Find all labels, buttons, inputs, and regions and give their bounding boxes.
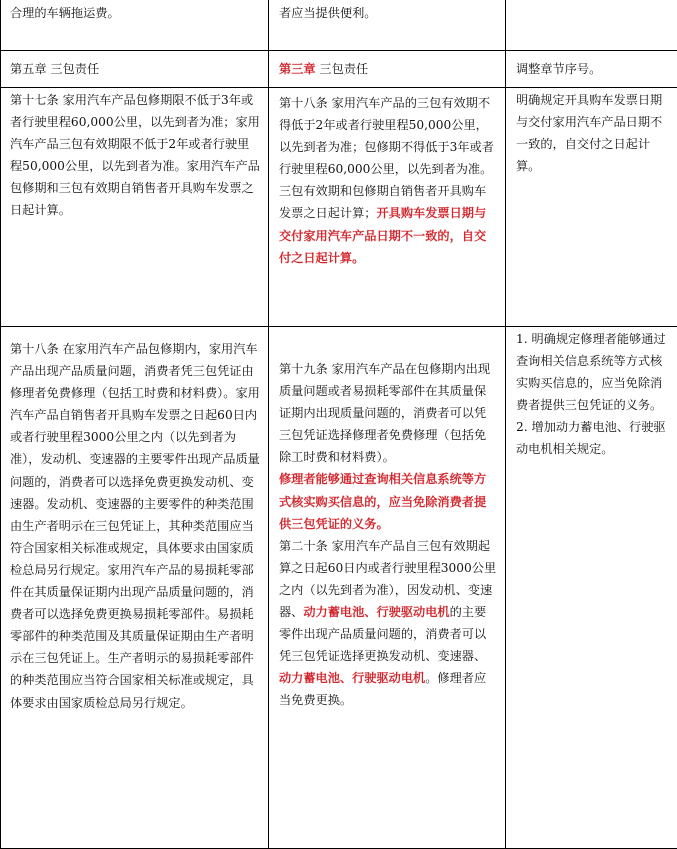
cell-top-revised [269, 0, 506, 51]
cell-article17-note [506, 88, 677, 327]
chapter-original-text: 第五章 三包责任 [10, 58, 260, 80]
cell-top-note [506, 0, 677, 51]
article20-revised-highlight-b: 动力蓄电池、行驶驱动电机 [279, 671, 425, 685]
article17-note-text: 明确规定开具购车发票日期与交付家用汽车产品日期不一致的，自交付之日起计算。 [516, 89, 669, 177]
cell-article18-note [506, 327, 677, 849]
cell-chapter-revised [269, 51, 506, 88]
article18-note-item-1: 1. 明确规定修理者能够通过查询相关信息系统等方式核实购买信息的，应当免除消费者提供三包凭证的义务。 [516, 328, 669, 416]
table-row-article17 [1, 88, 677, 327]
cell-chapter-note [506, 51, 677, 88]
article20-revised-part-a: 第二十条 家用汽车产品自三包有效期起算之日起60日内或者行驶里程3000公里之内（以先到者为准），因发动机、变速器、 [279, 539, 496, 619]
article19-revised-highlight: 修理者能够通过查询相关信息系统等方式核实购买信息的，应当免除消费者提供三包凭证的义务。 [279, 468, 497, 534]
article20-revised-part-c: 。修理者应当免费更换。 [279, 671, 486, 707]
article20-revised-text [279, 535, 497, 712]
table-row-article18 [1, 327, 677, 849]
cell-article17-original [1, 88, 269, 327]
cell-article18-revised [269, 327, 506, 849]
article17-revised-highlight: 开具购车发票日期与交付家用汽车产品日期不一致的，自交付之日起计算。 [279, 206, 486, 264]
article18-revised-block [279, 328, 497, 712]
article18-original-text: 第十八条 在家用汽车产品包修期内，家用汽车产品出现产品质量问题，消费者凭三包凭证由修理者免费修理（包括工时费和材料费）。家用汽车产品自销售者开具购车发票之日起60日内或者行驶里程3000公里之内（以先到者为准），发动机、变速器的主要零件出现产品质量问题的，消费者可以选择免费更换发动机、变速器。发动机、变速器的主要零件的种类范围由生产者明示在三包凭证上，其种类范围应当符合国家相关标准或规定，具体要求由国家质检总局另行规定。家用汽车产品的易损耗零部件在其质量保证期内出现产品质量问题的，消费者可以选择免费更换易损耗零部件。易损耗零部件的种类范围及其质量保证期由生产者明示在三包凭证上。生产者明示的易损耗零部件的种类范围应当符合国家相关标准或规定，具体要求由国家质检总局另行规定。 [10, 328, 260, 714]
top-revised-text: 者应当提供便利。 [279, 0, 497, 24]
article17-revised-text [279, 89, 497, 269]
table-row-top [1, 0, 677, 51]
chapter-revised-text [279, 58, 497, 80]
article17-revised-normal: 第十八条 家用汽车产品的三包有效期不得低于2年或者行驶里程50,000公里，以先到者为准；包修期不得低于3年或者行驶里程60,000公里，以先到者为准。三包有效期和包修期自销售者开具购车发票之日起计算； [279, 96, 494, 220]
cell-chapter-original [1, 51, 269, 88]
chapter-revised-number: 第三章 [279, 62, 316, 76]
article17-original-text: 第十七条 家用汽车产品包修期限不低于3年或者行驶里程60,000公里，以先到者为准；家用汽车产品三包有效期限不低于2年或者行驶里程50,000公里，以先到者为准。家用汽车产品包修期和三包有效期自销售者开具购车发票之日起计算。 [10, 89, 260, 222]
cell-top-original [1, 0, 269, 51]
cell-article17-revised [269, 88, 506, 327]
chapter-note-text: 调整章节序号。 [516, 58, 669, 80]
article19-revised-text: 第十九条 家用汽车产品在包修期内出现质量问题或者易损耗零部件在其质量保证期内出现质量问题的，消费者可以凭三包凭证选择修理者免费修理（包括免除工时费和材料费）。 [279, 358, 497, 468]
chapter-revised-title: 三包责任 [316, 62, 369, 76]
top-original-text: 合理的车辆拖运费。 [10, 0, 260, 24]
cell-article18-original [1, 327, 269, 849]
article20-revised-part-b: 的主要零件出现产品质量问题的，消费者可以凭三包凭证选择更换发动机、变速器、 [279, 605, 486, 663]
article18-note-item-2: 2. 增加动力蓄电池、行驶驱动电机相关规定。 [516, 416, 669, 460]
article20-revised-highlight-a: 动力蓄电池、行驶驱动电机 [303, 605, 449, 619]
table-row-chapter [1, 51, 677, 88]
